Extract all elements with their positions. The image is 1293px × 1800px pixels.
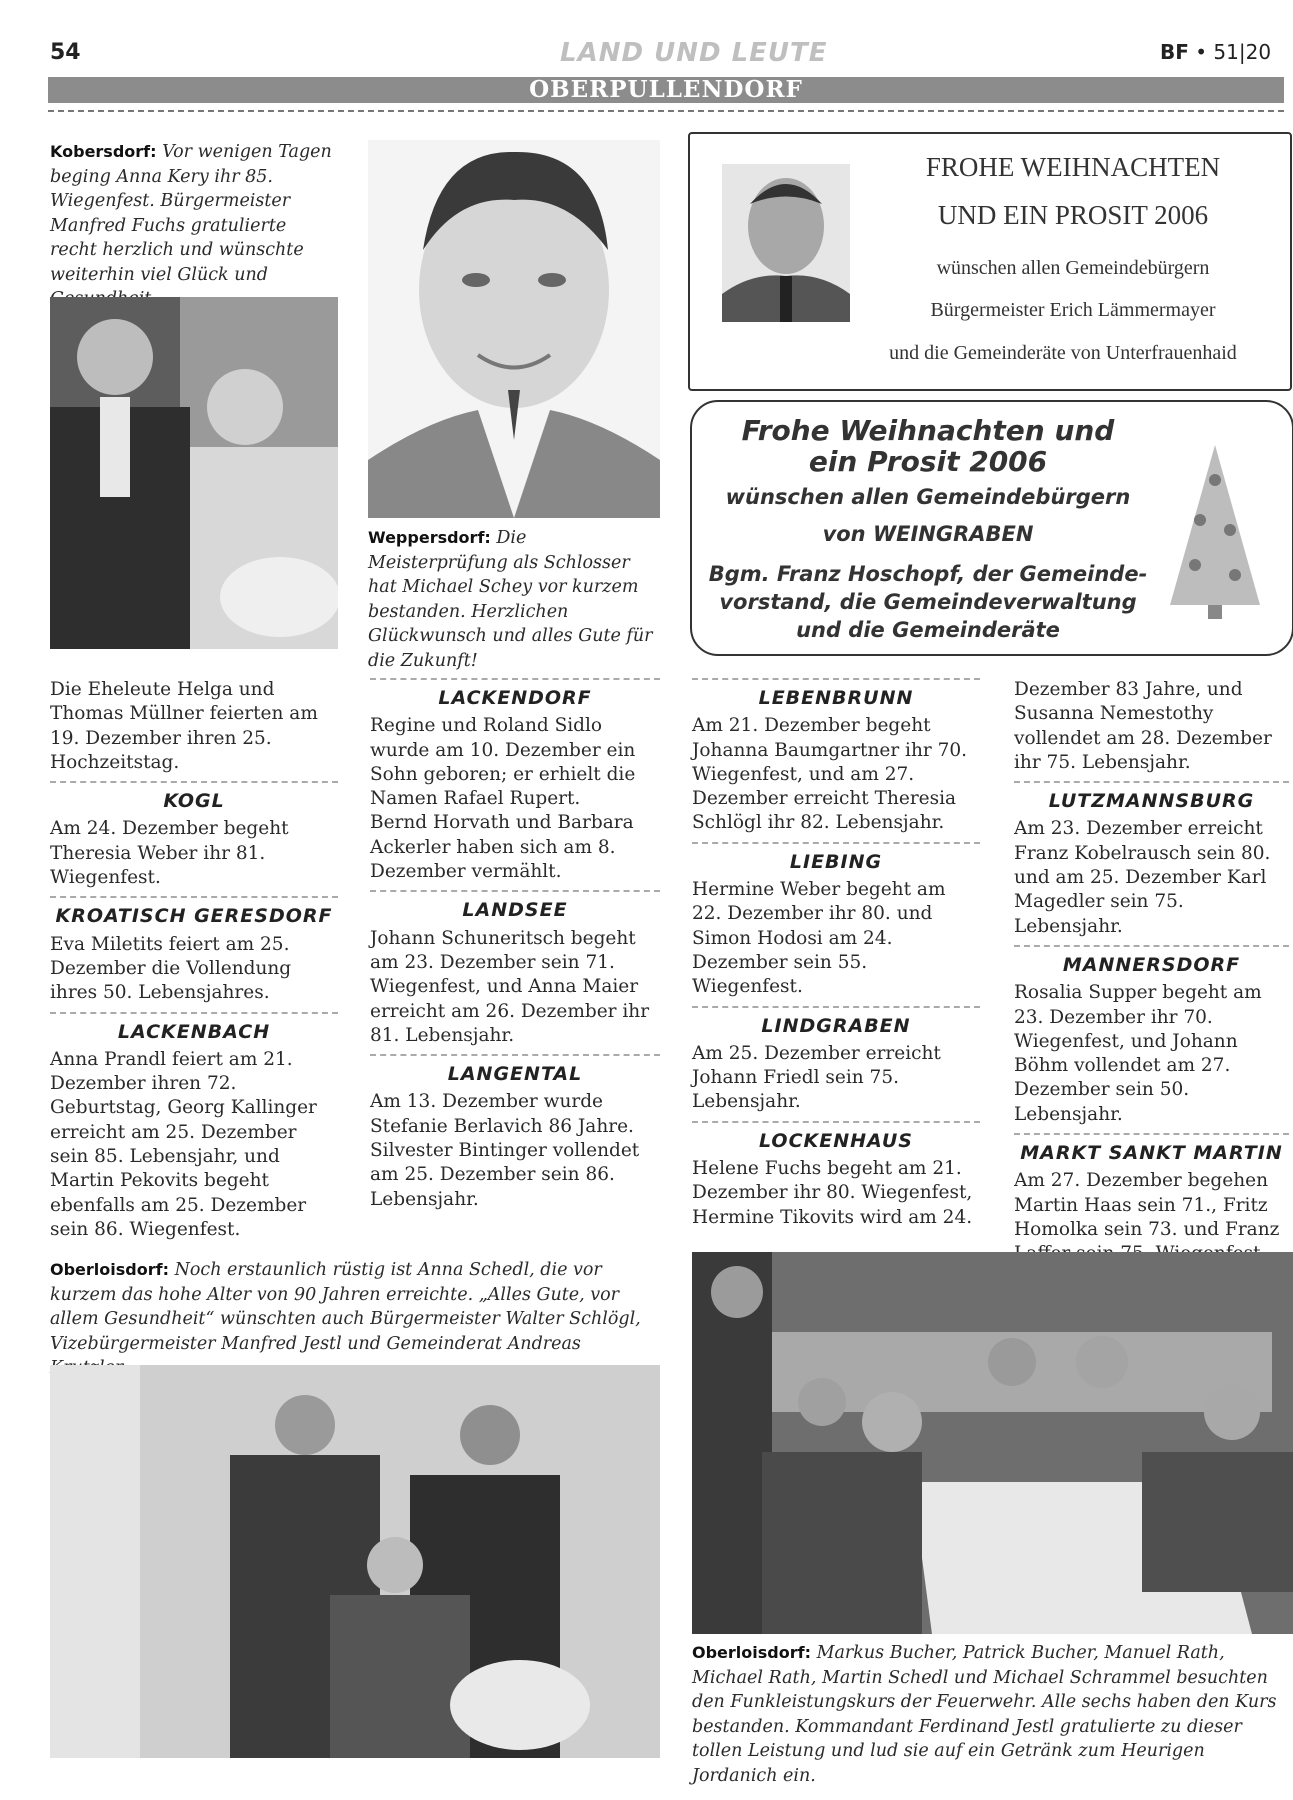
town-heading-kogl: KOGL bbox=[50, 781, 338, 813]
caption-place: Oberloisdorf: bbox=[692, 1643, 811, 1662]
issue-info bbox=[1160, 40, 1271, 64]
greeting-line-6: vorstand, die Gemeindeverwaltung bbox=[719, 590, 1137, 614]
greeting-line-3: wünschen allen Gemeindebürgern bbox=[725, 485, 1131, 509]
greeting-line-5: Bgm. Franz Hoschopf, der Gemeinde- bbox=[708, 562, 1148, 586]
greeting-title-2: UND EIN PROSIT 2006 bbox=[937, 200, 1209, 230]
town-text-lackendorf-wedding: Bernd Horvath und Barbara Ackerler haben sich am 8. Dezember vermählt. bbox=[370, 812, 634, 883]
town-text-markt-sankt-martin: Am 27. Dezember begehen Martin Haas sein 71., Fritz Homolka sein 73. und Franz bbox=[1014, 1170, 1280, 1240]
photo-weppersdorf bbox=[368, 140, 660, 518]
town-heading-landsee: LANDSEE bbox=[370, 890, 660, 922]
caption-place: Kobersdorf: bbox=[50, 142, 157, 161]
greeting-box-unterfrauenhaid bbox=[688, 132, 1293, 389]
town-heading-lackenbach: LACKENBACH bbox=[50, 1012, 338, 1044]
greeting-box-weingraben bbox=[690, 400, 1290, 655]
caption-place: Oberloisdorf: bbox=[50, 1260, 169, 1279]
town-text-landsee: Johann Schuneritsch begeht am 23. Dezember sein 71. Wiegenfest, und Anna Maier erreicht am 26. Dezember ihr 81. Lebensjahr. bbox=[370, 927, 650, 1046]
town-text-lockenhaus: Helene Fuchs begeht am 21. Dezember ihr 80. Wiegenfest, Hermine Tikovits wird am 24. bbox=[692, 1158, 973, 1228]
photo-kobersdorf bbox=[50, 297, 338, 649]
greeting-title-1: Frohe Weihnachten und bbox=[741, 414, 1115, 447]
town-heading-lockenhaus: LOCKENHAUS bbox=[692, 1121, 980, 1153]
greeting-line-5: und die Gemeinderäte von Unterfrauenhaid bbox=[889, 342, 1237, 364]
town-heading-lebenbrunn: LEBENBRUNN bbox=[692, 678, 980, 710]
town-text-lackendorf-birth: Regine und Roland Sidlo wurde am 10. Dezember ein Sohn geboren; er erhielt die Namen Rafael Rupert. bbox=[370, 715, 636, 810]
town-text-lindgraben: Am 25. Dezember erreicht Johann Friedl sein 75. Lebensjahr. bbox=[692, 1042, 941, 1113]
column-1 bbox=[50, 678, 338, 1242]
caption-oberloisdorf-schedl bbox=[50, 1258, 660, 1381]
publication-name: BF bbox=[1160, 40, 1189, 64]
photo-oberloisdorf-feuerwehr bbox=[692, 1252, 1293, 1634]
caption-weppersdorf bbox=[368, 526, 660, 673]
caption-place: Weppersdorf: bbox=[368, 528, 491, 547]
christmas-tree-icon bbox=[1160, 440, 1270, 620]
photo-oberloisdorf-feuerwehr-image bbox=[692, 1252, 1293, 1634]
greeting-line-3: wünschen allen Gemeindebürgern bbox=[936, 257, 1210, 279]
section-title: LAND UND LEUTE bbox=[560, 38, 828, 68]
town-text-lackenbach: Anna Prandl feiert am 21. Dezember ihren 72. Geburtstag, Georg Kallinger erreicht am 25. Dezember sein 85. Lebensjahr, und Martin Pekovits begeht ebenfalls am 25. Dezember sein 86. Wiegenfest. bbox=[50, 1048, 317, 1240]
photo-oberloisdorf-schedl-image bbox=[50, 1365, 660, 1758]
town-text-kogl: Am 24. Dezember begeht Theresia Weber ihr 81. Wiegenfest. bbox=[50, 818, 289, 889]
town-text-lebenbrunn: Am 21. Dezember begeht Johanna Baumgartner ihr 70. Wiegenfest, und am 27. Dezember erreicht Theresia Schlögl ihr 82. Lebensjahr. bbox=[692, 715, 968, 834]
caption-text: Markus Bucher, Patrick Bucher, Manuel Rath, Michael Rath, Martin Schedl und Michael Schrammel besuchten den Funkleistungskurs der Feuerwehr. Alle sechs haben den Kurs bestanden. Kommandant Ferdinand Jestl gratulierte zu dieser tollen Leistung und lud sie auf ein Getränk zum Heurigen Jordanich ein. bbox=[692, 1643, 1277, 1786]
caption-oberloisdorf-feuerwehr bbox=[692, 1641, 1289, 1788]
photo-oberloisdorf-schedl bbox=[50, 1365, 660, 1758]
photo-weppersdorf-image bbox=[368, 140, 660, 518]
caption-text: Noch erstaunlich rüstig ist Anna Schedl, die vor kurzem das hohe Alter von 90 Jahren erreichte. „Alles Gute, vor allem Gesundheit“ wünschten auch Bürgermeister Walter Schlögl, Vizebürgermeister Manfred Jestl und Gemeinderat Andreas bbox=[50, 1260, 641, 1354]
caption-kobersdorf bbox=[50, 140, 335, 312]
town-text-kroatisch-geresdorf: Eva Miletits feiert am 25. Dezember die Vollendung ihres 50. Lebensjahres. bbox=[50, 933, 292, 1004]
portrait-mayor-laemmermayer bbox=[722, 164, 850, 322]
caption-text: Die Meisterprüfung als Schlosser hat Michael Schey vor kurzem bestanden. Herzlichen Glückwunsch und alles Gute für die Zukunft! bbox=[368, 528, 653, 671]
town-text-lutzmannsburg: Am 23. Dezember erreicht Franz Kobelrausch sein 80. und am 25. Dezember Karl Magedler sein 75. Lebensjahr. bbox=[1014, 818, 1271, 937]
town-heading-kroatisch-geresdorf: KROATISCH GERESDORF bbox=[50, 896, 338, 928]
column-3 bbox=[692, 678, 980, 1230]
town-heading-liebing: LIEBING bbox=[692, 842, 980, 874]
caption-text: Vor wenigen Tagen beging Anna Kery ihr 85. Wiegenfest. Bürgermeister Manfred Fuchs gratulierte recht herzlich und wünschte weiterhin viel Glück und bbox=[50, 142, 332, 285]
greeting-line-7: und die Gemeinderäte bbox=[796, 618, 1060, 642]
paragraph-nemestothy: Dezember 83 Jahre, und Susanna Nemestothy vollendet am 28. Dezember ihr 75. Lebensjahr. bbox=[1014, 679, 1272, 773]
greeting-line-4: Bürgermeister Erich Lämmermayer bbox=[930, 299, 1216, 321]
paragraph-muellner: Die Eheleute Helga und Thomas Müllner feierten am 19. Dezember ihren 25. Hochzeitstag. bbox=[50, 679, 318, 773]
page-number: 54 bbox=[50, 40, 81, 65]
town-heading-markt-sankt-martin: MARKT SANKT MARTIN bbox=[1014, 1133, 1289, 1165]
town-heading-lutzmannsburg: LUTZMANNSBURG bbox=[1014, 781, 1289, 813]
portrait-image bbox=[722, 164, 850, 322]
region-banner: OBERPULLENDORF bbox=[48, 77, 1284, 103]
header-divider bbox=[48, 110, 1284, 112]
column-4 bbox=[1014, 678, 1289, 1267]
greeting-title-1: FROHE WEIHNACHTEN bbox=[925, 152, 1221, 182]
greeting-line-4: von WEINGRABEN bbox=[822, 522, 1034, 546]
town-text-mannersdorf: Rosalia Supper begeht am 23. Dezember ihr 70. Wiegenfest, und Johann Böhm vollendet am 27. Dezember sein 50. Lebensjahr. bbox=[1014, 982, 1262, 1125]
column-2 bbox=[370, 678, 660, 1212]
town-text-langental: Am 13. Dezember wurde Stefanie Berlavich 86 Jahre. Silvester Bintinger vollendet am 25. Dezember sein 86. Lebensjahr. bbox=[370, 1091, 640, 1210]
town-heading-lackendorf: LACKENDORF bbox=[370, 678, 660, 710]
town-heading-langental: LANGENTAL bbox=[370, 1054, 660, 1086]
photo-kobersdorf-image bbox=[50, 297, 338, 649]
town-text-liebing: Hermine Weber begeht am 22. Dezember ihr 80. und Simon Hodosi am 24. Dezember sein 55. Wiegenfest. bbox=[692, 879, 946, 998]
town-heading-lindgraben: LINDGRABEN bbox=[692, 1006, 980, 1038]
town-heading-mannersdorf: MANNERSDORF bbox=[1014, 945, 1289, 977]
issue-number: • 51|20 bbox=[1195, 40, 1272, 64]
greeting-title-2: ein Prosit 2006 bbox=[808, 445, 1048, 478]
